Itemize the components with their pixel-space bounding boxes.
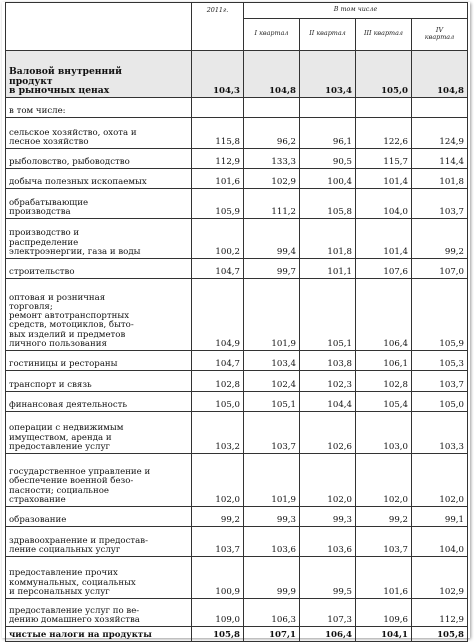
- value-quarter-3: 101,4: [356, 169, 412, 189]
- header-subtitle: В том числе: [244, 3, 468, 19]
- row-label-line: и персональных услуг: [9, 586, 110, 597]
- value-quarter-3: 107,6: [356, 259, 412, 279]
- value-year-2011: 104,9: [192, 279, 244, 351]
- row-label-line: финансовая деятельность: [9, 399, 128, 410]
- header-quarter-text: III квартал: [364, 29, 403, 38]
- value-quarter-1: 107,1: [244, 627, 300, 642]
- value-quarter-1: 101,9: [244, 279, 300, 351]
- value-year-2011: [192, 98, 244, 118]
- value-year-2011: 103,2: [192, 412, 244, 454]
- table-row-trade: [6, 279, 468, 351]
- value-quarter-3: 104,1: [356, 627, 412, 642]
- table-row-education: [6, 507, 468, 527]
- row-label-line: предоставление услуг по ве-: [9, 605, 140, 616]
- table-row-hotels: [6, 351, 468, 371]
- row-label-line: Валовой внутренний: [9, 66, 122, 78]
- table-row-energy: [6, 219, 468, 259]
- value-quarter-2: 102,0: [300, 454, 356, 507]
- value-year-2011: 105,0: [192, 392, 244, 412]
- header-quarter-4: [412, 19, 468, 51]
- value-quarter-1: 99,3: [244, 507, 300, 527]
- row-label-line: предоставление услуг: [9, 441, 111, 452]
- row-label: [6, 118, 192, 149]
- value-quarter-2: 101,1: [300, 259, 356, 279]
- row-label-line: здравоохранение и предостав-: [9, 535, 149, 546]
- table-row-finance: [6, 392, 468, 412]
- table-row-constr: [6, 259, 468, 279]
- value-quarter-4: 104,8: [412, 51, 468, 98]
- value-year-2011: 104,7: [192, 259, 244, 279]
- value-quarter-4: 104,0: [412, 527, 468, 557]
- table-header-row: [6, 3, 468, 19]
- value-quarter-2: 103,4: [300, 51, 356, 98]
- row-label: [6, 627, 192, 642]
- value-quarter-1: 101,9: [244, 454, 300, 507]
- row-label: [6, 507, 192, 527]
- row-label: [6, 351, 192, 371]
- value-year-2011: 100,2: [192, 219, 244, 259]
- row-label-line: предоставление прочих: [9, 568, 118, 579]
- value-quarter-2: 99,5: [300, 557, 356, 599]
- value-quarter-1: 96,2: [244, 118, 300, 149]
- value-year-2011: 105,8: [192, 627, 244, 642]
- header-year: 2011г.: [192, 3, 244, 51]
- row-label-line: средств, мотоциклов, быто-: [9, 320, 134, 331]
- table-row-manuf: [6, 189, 468, 219]
- row-label-line: лесное хозяйство: [9, 136, 89, 147]
- row-label-line: обеспечение военной безо-: [9, 476, 134, 487]
- row-label-line: образование: [9, 514, 67, 525]
- value-quarter-4: 102,0: [412, 454, 468, 507]
- table-row-publicadmin: [6, 454, 468, 507]
- value-quarter-3: 109,6: [356, 599, 412, 627]
- gdp-index-table: [5, 2, 468, 642]
- value-year-2011: 103,7: [192, 527, 244, 557]
- value-year-2011: 115,8: [192, 118, 244, 149]
- value-year-2011: 104,3: [192, 51, 244, 98]
- row-label: [6, 51, 192, 98]
- table-row-taxes: [6, 627, 468, 642]
- row-label-line: производства: [9, 206, 71, 217]
- value-quarter-3: 99,2: [356, 507, 412, 527]
- header-quarter-3: [356, 19, 412, 51]
- row-label-line: транспорт и связь: [9, 379, 92, 390]
- row-label-line: страхование: [9, 494, 66, 505]
- value-quarter-2: 103,8: [300, 351, 356, 371]
- value-quarter-3: 106,4: [356, 279, 412, 351]
- row-label-line: пасности; социальное: [9, 485, 109, 496]
- row-label-line: операции с недвижимым: [9, 423, 124, 434]
- table-row-agri: [6, 118, 468, 149]
- value-quarter-3: 105,0: [356, 51, 412, 98]
- value-year-2011: 99,2: [192, 507, 244, 527]
- row-label-line: продукт: [9, 75, 53, 87]
- value-quarter-4: 105,0: [412, 392, 468, 412]
- value-quarter-3: 106,1: [356, 351, 412, 371]
- row-label-line: сельское хозяйство, охота и: [9, 127, 137, 138]
- value-quarter-1: 104,8: [244, 51, 300, 98]
- table-row-mining: [6, 169, 468, 189]
- value-quarter-2: 101,8: [300, 219, 356, 259]
- value-quarter-3: 101,4: [356, 219, 412, 259]
- header-quarter-text: IV: [435, 25, 444, 34]
- value-quarter-3: 102,0: [356, 454, 412, 507]
- header-quarter-1: [244, 19, 300, 51]
- row-label-line: гостиницы и рестораны: [9, 358, 118, 369]
- row-label: [6, 454, 192, 507]
- row-label-line: коммунальных, социальных: [9, 577, 136, 588]
- row-label: [6, 371, 192, 392]
- value-quarter-4: 103,3: [412, 412, 468, 454]
- value-quarter-1: 133,3: [244, 149, 300, 169]
- value-quarter-4: 107,0: [412, 259, 468, 279]
- row-label: [6, 412, 192, 454]
- value-quarter-3: 122,6: [356, 118, 412, 149]
- value-quarter-1: 102,9: [244, 169, 300, 189]
- row-label-line: производство и: [9, 228, 80, 239]
- value-quarter-4: 105,3: [412, 351, 468, 371]
- table-row-household: [6, 599, 468, 627]
- value-quarter-3: 103,7: [356, 527, 412, 557]
- row-label-line: строительство: [9, 266, 75, 277]
- value-year-2011: 101,6: [192, 169, 244, 189]
- row-label: [6, 599, 192, 627]
- value-quarter-1: 103,6: [244, 527, 300, 557]
- row-label-line: дению домашнего хозяйства: [9, 614, 140, 625]
- row-label: [6, 557, 192, 599]
- value-quarter-2: 90,5: [300, 149, 356, 169]
- value-quarter-4: 101,8: [412, 169, 468, 189]
- row-label: [6, 189, 192, 219]
- value-quarter-1: 99,4: [244, 219, 300, 259]
- row-label: [6, 527, 192, 557]
- table-row-health: [6, 527, 468, 557]
- value-quarter-1: 99,9: [244, 557, 300, 599]
- table-row-incl: [6, 98, 468, 118]
- value-quarter-1: 111,2: [244, 189, 300, 219]
- value-quarter-4: 99,2: [412, 219, 468, 259]
- value-quarter-2: 107,3: [300, 599, 356, 627]
- value-quarter-3: 115,7: [356, 149, 412, 169]
- value-quarter-2: 102,6: [300, 412, 356, 454]
- header-quarter-text: квартал: [424, 33, 455, 41]
- value-year-2011: 104,7: [192, 351, 244, 371]
- value-quarter-3: 105,4: [356, 392, 412, 412]
- value-quarter-4: 99,1: [412, 507, 468, 527]
- value-quarter-2: [300, 98, 356, 118]
- row-label-line: электроэнергии, газа и воды: [9, 246, 141, 257]
- header-quarter-text: II квартал: [309, 29, 346, 38]
- row-label: [6, 98, 192, 118]
- value-quarter-4: 103,7: [412, 371, 468, 392]
- value-quarter-1: 106,3: [244, 599, 300, 627]
- row-label-line: государственное управление и: [9, 467, 151, 478]
- value-year-2011: 102,8: [192, 371, 244, 392]
- value-quarter-4: 114,4: [412, 149, 468, 169]
- row-label-line: в том числе:: [9, 105, 66, 116]
- row-label-line: обрабатывающие: [9, 197, 89, 208]
- row-label-line: в рыночных ценах: [9, 85, 110, 97]
- row-label-line: распределение: [9, 237, 79, 248]
- value-quarter-3: 104,0: [356, 189, 412, 219]
- value-quarter-1: 105,1: [244, 392, 300, 412]
- row-label: [6, 279, 192, 351]
- row-label-line: вых изделий и предметов: [9, 329, 126, 340]
- value-quarter-2: 105,8: [300, 189, 356, 219]
- value-quarter-2: 102,3: [300, 371, 356, 392]
- value-year-2011: 109,0: [192, 599, 244, 627]
- row-label: [6, 392, 192, 412]
- value-year-2011: 102,0: [192, 454, 244, 507]
- value-quarter-2: 106,4: [300, 627, 356, 642]
- value-quarter-2: 104,4: [300, 392, 356, 412]
- value-quarter-1: 99,7: [244, 259, 300, 279]
- value-quarter-1: 103,7: [244, 412, 300, 454]
- row-label: [6, 259, 192, 279]
- value-year-2011: 100,9: [192, 557, 244, 599]
- row-label-line: имуществом, аренда и: [9, 432, 112, 443]
- row-label: [6, 219, 192, 259]
- value-quarter-2: 99,3: [300, 507, 356, 527]
- table-row-gdp: [6, 51, 468, 98]
- value-quarter-4: [412, 98, 468, 118]
- table-row-fish: [6, 149, 468, 169]
- header-quarter-2: [300, 19, 356, 51]
- value-quarter-4: 112,9: [412, 599, 468, 627]
- row-label-line: оптовая и розничная: [9, 292, 106, 303]
- value-quarter-2: 103,6: [300, 527, 356, 557]
- value-quarter-4: 124,9: [412, 118, 468, 149]
- value-quarter-3: [356, 98, 412, 118]
- value-quarter-3: 101,6: [356, 557, 412, 599]
- table-body: [6, 3, 468, 642]
- value-quarter-3: 102,8: [356, 371, 412, 392]
- value-quarter-4: 102,9: [412, 557, 468, 599]
- table-row-transport: [6, 371, 468, 392]
- header-quarter-text: I квартал: [254, 29, 289, 38]
- table-row-other: [6, 557, 468, 599]
- value-quarter-4: 103,7: [412, 189, 468, 219]
- row-label-line: ление социальных услуг: [9, 544, 121, 555]
- row-label-line: чистые налоги на продукты: [9, 629, 152, 640]
- row-label-line: ремонт автотранспортных: [9, 311, 130, 322]
- row-label: [6, 149, 192, 169]
- row-label-line: личного пользования: [9, 338, 107, 349]
- table-row-realestate: [6, 412, 468, 454]
- header-label-cell: [6, 3, 192, 51]
- row-label: [6, 169, 192, 189]
- row-label-line: добыча полезных ископаемых: [9, 176, 147, 187]
- row-label-line: рыболовство, рыбоводство: [9, 156, 130, 167]
- value-quarter-2: 96,1: [300, 118, 356, 149]
- value-quarter-2: 105,1: [300, 279, 356, 351]
- value-quarter-1: [244, 98, 300, 118]
- value-quarter-4: 105,9: [412, 279, 468, 351]
- value-quarter-2: 100,4: [300, 169, 356, 189]
- value-quarter-3: 103,0: [356, 412, 412, 454]
- value-quarter-1: 102,4: [244, 371, 300, 392]
- row-label-line: торговля;: [9, 301, 53, 312]
- value-year-2011: 112,9: [192, 149, 244, 169]
- value-quarter-1: 103,4: [244, 351, 300, 371]
- value-year-2011: 105,9: [192, 189, 244, 219]
- value-quarter-4: 105,8: [412, 627, 468, 642]
